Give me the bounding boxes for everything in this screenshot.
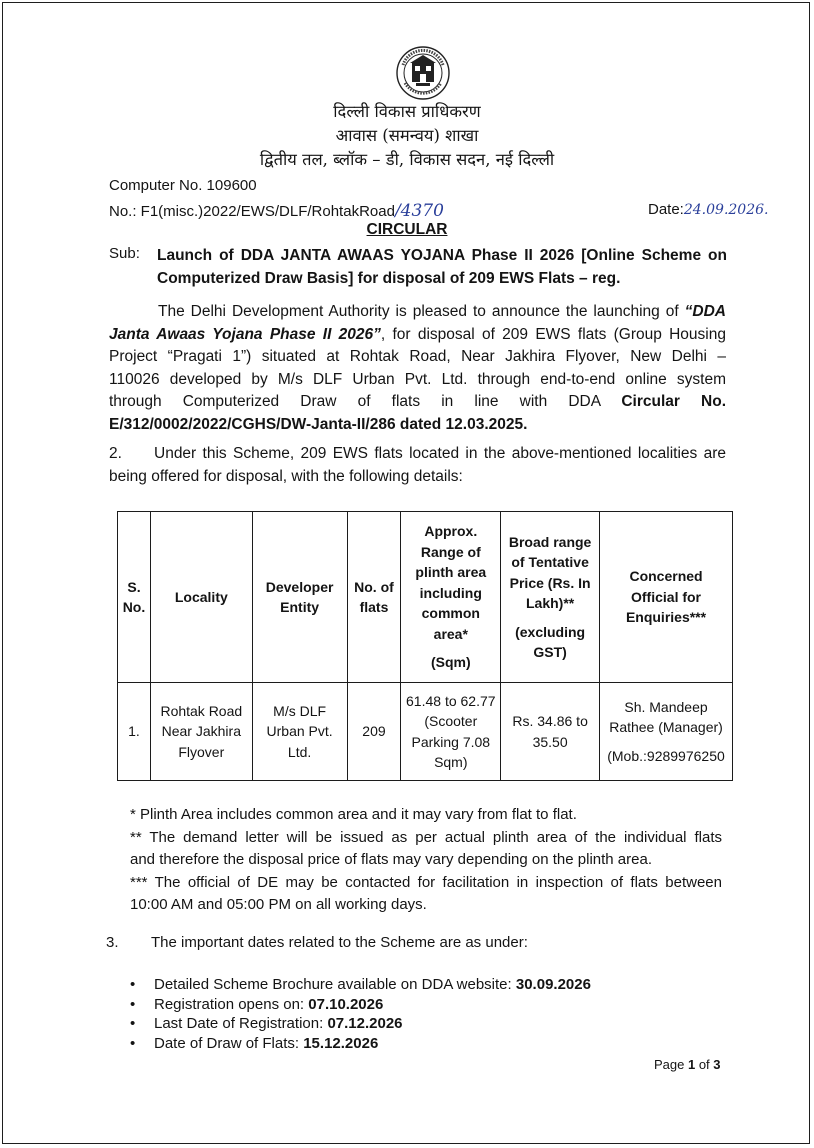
cell-line: plinth area [415, 564, 487, 581]
list-item [130, 975, 591, 995]
address-hindi: द्वितीय तल, ब्लॉक – डी, विकास सदन, नई दिल्ली [259, 150, 555, 169]
cell-line: Parking 7.08 [411, 733, 491, 750]
scheme-name-italic: Janta Awaas Yojana Phase II 2026” [109, 325, 381, 343]
cell-price [501, 683, 600, 781]
flats-details-table [117, 511, 733, 781]
para1-line-5 [109, 391, 726, 414]
header-sno [118, 512, 151, 683]
circular-heading-text: CIRCULAR [366, 221, 448, 238]
cell-line: Entity [280, 599, 320, 615]
header-developer [252, 512, 347, 683]
cell-line: GST) [533, 644, 567, 660]
cell-line [502, 614, 598, 622]
cell-line: Rs. 34.86 to [512, 713, 588, 729]
cell-line: Official for [631, 588, 702, 605]
header-flats [347, 512, 401, 683]
footnote-1: * Plinth Area includes common area and it may vary from flat to flat. [130, 806, 577, 823]
cell-sno [118, 683, 151, 781]
para1-line-6: E/312/0002/2022/CGHS/DW-Janta-II/286 dated 12.03.2025. [109, 415, 528, 433]
cell-line: 61.48 to 62.77 [406, 692, 496, 709]
cell-line: including [419, 584, 482, 601]
computer-number: Computer No. 109600 [109, 177, 257, 194]
date-item-value: 15.12.2026 [303, 1034, 379, 1052]
subject-line-1: Launch of DDA JANTA AWAAS YOJANA Phase II 2026 [Online Scheme on [157, 247, 727, 264]
cell-line: Price (Rs. In [509, 574, 591, 591]
cell-line: common [421, 605, 480, 622]
header-official [600, 512, 733, 683]
date-item-label: Last Date of Registration: [154, 1015, 328, 1032]
cell-line: S. [127, 578, 141, 595]
list-item [130, 1014, 591, 1034]
page-prefix: Page [654, 1057, 688, 1072]
org-name-hindi: दिल्ली विकास प्राधिकरण [333, 102, 481, 121]
cell-line: Concerned [629, 568, 703, 585]
cell-line: Lakh)** [525, 595, 575, 611]
page-of: of [695, 1057, 714, 1072]
cell-line: Sh. Mandeep [624, 698, 708, 715]
file-number [109, 201, 444, 221]
paragraph-1 [109, 301, 726, 436]
important-dates-list [130, 975, 591, 1053]
header-locality [150, 512, 252, 683]
date-field [648, 201, 768, 218]
date-item-label: Date of Draw of Flats: [154, 1034, 304, 1052]
date-label: Date: [648, 201, 684, 218]
file-number-text: No.: F1(misc.)2022/EWS/DLF/RohtakRoad [109, 203, 395, 220]
para1-l1-bold: “DDA [684, 303, 726, 320]
cell-line: 35.50 [532, 733, 568, 750]
cell-line: 209 [362, 723, 386, 740]
circular-heading [0, 221, 814, 239]
cell-official [600, 683, 733, 781]
cell-line: Flyover [178, 743, 225, 760]
para2-line-2: being offered for disposal, with the following details: [109, 467, 463, 485]
page-number [654, 1057, 721, 1072]
footnote-3-line-1: *** The official of DE may be contacted for facilitation in inspection of flats between [130, 873, 722, 891]
page-current: 1 [687, 1057, 696, 1072]
footnote-3-line-2: 10:00 AM and 05:00 PM on all working days. [130, 896, 427, 913]
date-item-value: 07.10.2026 [308, 995, 384, 1013]
para1-l5-text: through Computerized Draw of flats in line with DDA [109, 393, 622, 410]
cell-line: flats [359, 599, 389, 615]
cell-line: Sqm) [434, 754, 468, 770]
para2-line-1: Under this Scheme, 209 EWS flats located in the above-mentioned localities are [154, 445, 726, 462]
cell-locality [150, 683, 252, 781]
cell-line: No. [122, 599, 146, 615]
cell-line: M/s DLF [273, 702, 327, 719]
footnote-3 [130, 872, 722, 917]
page-total: 3 [713, 1057, 721, 1072]
paragraph-2 [109, 443, 726, 488]
para2-number: 2. [109, 445, 122, 462]
cell-line: Locality [174, 588, 228, 605]
para1-line-4: 110026 developed by M/s DLF Urban Pvt. Ltd. through end-to-end online system [109, 370, 726, 388]
para1-line-3: Project “Pragati 1”) situated at Rohtak Road, Near Jakhira Flyover, New Delhi – [109, 348, 726, 365]
footnote-2 [130, 827, 722, 872]
footnotes [130, 804, 730, 917]
cell-flats [347, 683, 401, 781]
header-price [501, 512, 600, 683]
dda-emblem-icon [395, 45, 451, 101]
table-row [118, 683, 733, 781]
date-item-label: Detailed Scheme Brochure available on DDA website: [154, 976, 516, 993]
cell-line: (Scooter [424, 713, 478, 729]
cell-line: Rohtak Road [160, 702, 243, 719]
date-item-value: 07.12.2026 [327, 1015, 403, 1032]
cell-line: Near Jakhira [161, 723, 241, 740]
header-plinth-area [401, 512, 501, 683]
date-item-value: 30.09.2026 [515, 976, 591, 993]
para1-l2-text: , for disposal of 209 EWS flats (Group Housing [380, 325, 726, 343]
cell-line: Urban Pvt. [266, 723, 333, 740]
cell-line: No. of [354, 578, 394, 595]
cell-line: (Sqm) [430, 654, 471, 671]
cell-plinth-area [401, 683, 501, 781]
cell-line: 1. [128, 723, 140, 740]
cell-line [402, 644, 499, 652]
footnote-2-line-2: and therefore the disposal price of flats may vary depending on the plinth area. [130, 851, 652, 868]
para1-l1-text: The Delhi Development Authority is pleased to announce the launching of [158, 303, 685, 320]
subject-label: Sub: [109, 245, 140, 262]
subject-line-2: Computerized Draw Basis] for disposal of 209 EWS Flats – reg. [157, 269, 621, 287]
para3-text: The important dates related to the Scheme are as under: [151, 934, 528, 951]
cell-line: Ltd. [287, 743, 312, 760]
date-handwritten: 24.09.2026. [683, 202, 769, 218]
cell-line: (excluding [515, 623, 586, 640]
para1-line-1 [109, 301, 726, 324]
subject-text [157, 245, 727, 290]
cell-developer [252, 683, 347, 781]
cell-line: Rathee (Manager) [609, 719, 723, 736]
date-item-label: Registration opens on: [154, 995, 309, 1013]
para1-line-2 [109, 324, 726, 347]
cell-line: Approx. [424, 523, 478, 540]
cell-line [601, 738, 731, 746]
cell-line: Range of [420, 543, 481, 560]
cell-line: of Tentative [511, 554, 589, 570]
cell-line: area* [433, 625, 468, 642]
cell-line: Developer [265, 578, 334, 595]
file-number-handwritten: /4370 [394, 201, 444, 221]
cell-line: (Mob.:9289976250 [607, 747, 725, 764]
para3-number: 3. [106, 934, 119, 951]
footnote-2-line-1: ** The demand letter will be issued as per actual plinth area of the individual flats [130, 828, 722, 846]
branch-name-hindi: आवास (समन्वय) शाखा [335, 126, 479, 145]
table-header-row [118, 512, 733, 683]
cell-line: Broad range [508, 533, 592, 550]
list-item [130, 995, 591, 1015]
list-item [130, 1034, 591, 1054]
para1-l5-bold: Circular No. [621, 393, 726, 410]
cell-line: Enquiries*** [625, 609, 707, 626]
